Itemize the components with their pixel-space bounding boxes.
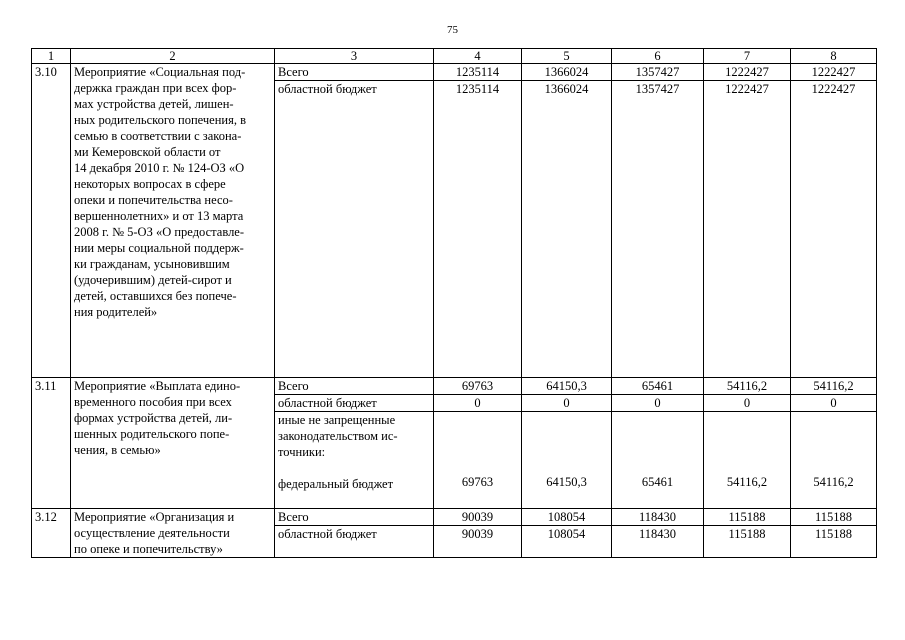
- source-label: Всего: [275, 378, 434, 395]
- value-cell: 1357427: [612, 64, 704, 81]
- row-id: 3.12: [32, 509, 71, 558]
- value-cell: 1366024: [522, 64, 612, 81]
- page-number: 75: [447, 24, 458, 36]
- description-line: мах устройства детей, лишен-: [74, 97, 234, 111]
- value-cell: 115188: [704, 509, 791, 526]
- header-cell-1: 1: [32, 49, 71, 64]
- description-line: по опеке и попечительству»: [74, 542, 223, 556]
- source-label: областной бюджет: [275, 81, 434, 378]
- description-line: опеки и попечительства несо-: [74, 193, 233, 207]
- value-cell: 1222427: [791, 81, 877, 378]
- header-cell-4: 4: [434, 49, 522, 64]
- value-cell: 64150,3: [522, 412, 612, 509]
- value-cell: 69763: [434, 378, 522, 395]
- row-description: [71, 509, 275, 558]
- value-cell: 0: [434, 395, 522, 412]
- description-line: (удочерившим) детей-сирот и: [74, 273, 232, 287]
- value-cell: 1357427: [612, 81, 704, 378]
- value-cell: 54116,2: [791, 412, 877, 509]
- description-line: Мероприятие «Социальная под-: [74, 65, 246, 79]
- value-cell: 65461: [612, 412, 704, 509]
- source-label-line: законодательством ис-: [278, 429, 398, 443]
- value-cell: 108054: [522, 509, 612, 526]
- table-row: [32, 509, 877, 526]
- value-cell: 1222427: [704, 81, 791, 378]
- value-cell: 1235114: [434, 64, 522, 81]
- description-line: Мероприятие «Выплата едино-: [74, 379, 241, 393]
- source-label-line: федеральный бюджет: [278, 477, 394, 491]
- description-line: осуществление деятельности: [74, 526, 230, 540]
- description-line: ки гражданам, усыновившим: [74, 257, 230, 271]
- source-label-line: иные не запрещенные: [278, 413, 396, 427]
- value-cell: 0: [612, 395, 704, 412]
- table-row: [32, 64, 877, 81]
- description-line: временного пособия при всех: [74, 395, 232, 409]
- value-cell: 1222427: [704, 64, 791, 81]
- value-cell: 90039: [434, 526, 522, 558]
- description-line: семью в соответствии с закона-: [74, 129, 242, 143]
- header-cell-8: 8: [791, 49, 877, 64]
- header-cell-2: 2: [71, 49, 275, 64]
- description-line: Мероприятие «Организация и: [74, 510, 235, 524]
- value-cell: 115188: [791, 526, 877, 558]
- value-cell: 0: [522, 395, 612, 412]
- value-cell: 69763: [434, 412, 522, 509]
- description-line: держка граждан при всех фор-: [74, 81, 237, 95]
- value-cell: 118430: [612, 509, 704, 526]
- value-cell: 1366024: [522, 81, 612, 378]
- description-line: формах устройства детей, ли-: [74, 411, 233, 425]
- row-id: 3.10: [32, 64, 71, 378]
- description-line: 14 декабря 2010 г. № 124-ОЗ «О: [74, 161, 245, 175]
- value-cell: 115188: [791, 509, 877, 526]
- description-line: нии меры социальной поддерж-: [74, 241, 244, 255]
- value-cell: 65461: [612, 378, 704, 395]
- description-line: ния родителей»: [74, 305, 158, 319]
- source-label: Всего: [275, 64, 434, 81]
- header-row: [32, 49, 877, 64]
- value-cell: 0: [791, 395, 877, 412]
- value-cell: 90039: [434, 509, 522, 526]
- source-label-line: точники:: [278, 445, 326, 459]
- value-cell: 64150,3: [522, 378, 612, 395]
- row-description: [71, 378, 275, 509]
- description-line: вершеннолетних» и от 13 марта: [74, 209, 244, 223]
- description-line: чения, в семью»: [74, 443, 161, 457]
- header-cell-7: 7: [704, 49, 791, 64]
- row-description: [71, 64, 275, 378]
- table-row: [32, 378, 877, 395]
- description-line: детей, оставшихся без попече-: [74, 289, 237, 303]
- value-cell: 1222427: [791, 64, 877, 81]
- budget-table: [31, 48, 877, 558]
- value-cell: 54116,2: [704, 378, 791, 395]
- source-label: Всего: [275, 509, 434, 526]
- header-cell-3: 3: [275, 49, 434, 64]
- value-cell: 54116,2: [791, 378, 877, 395]
- value-cell: 118430: [612, 526, 704, 558]
- source-label: областной бюджет: [275, 395, 434, 412]
- row-id: 3.11: [32, 378, 71, 509]
- source-label: областной бюджет: [275, 526, 434, 558]
- description-line: некоторых вопросах в сфере: [74, 177, 226, 191]
- source-label: [275, 412, 434, 509]
- value-cell: 108054: [522, 526, 612, 558]
- value-cell: 0: [704, 395, 791, 412]
- description-line: 2008 г. № 5-ОЗ «О предоставле-: [74, 225, 245, 239]
- value-cell: 115188: [704, 526, 791, 558]
- description-line: шенных родительского попе-: [74, 427, 230, 441]
- value-cell: 54116,2: [704, 412, 791, 509]
- description-line: ми Кемеровской области от: [74, 145, 221, 159]
- description-line: ных родительского попечения, в: [74, 113, 247, 127]
- header-cell-5: 5: [522, 49, 612, 64]
- source-label-line: [278, 460, 430, 476]
- value-cell: 1235114: [434, 81, 522, 378]
- header-cell-6: 6: [612, 49, 704, 64]
